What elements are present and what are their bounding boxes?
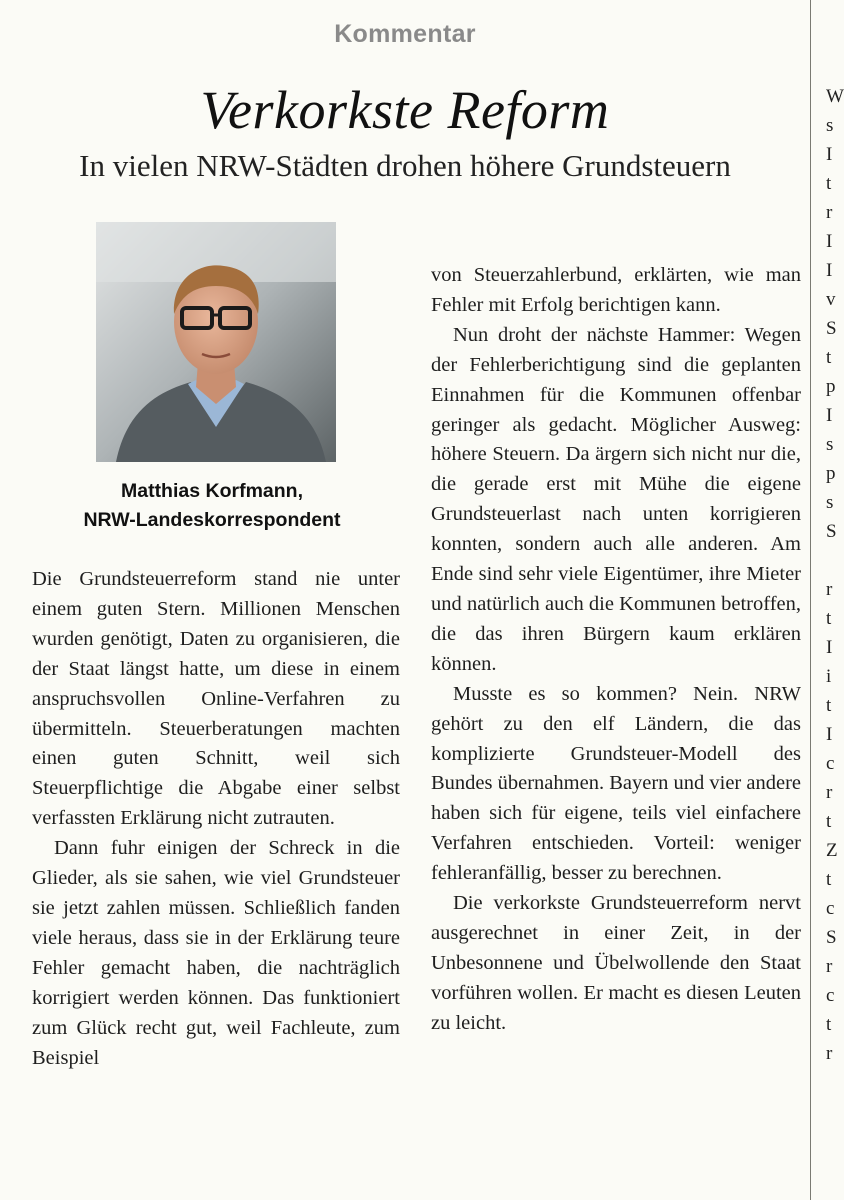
neighbor-letter <box>826 53 838 82</box>
neighbor-letter: I <box>826 724 833 745</box>
neighbor-letter: c <box>826 753 835 774</box>
paragraph-3: Nun droht der nächste Hammer: Wegen der Fehlerberichtigung sind die geplanten Einnahmen für die Kommunen offenbar geringer als gedacht. Möglicher Ausweg: höhere Steuern. Da ärgern sich nicht nur die, die gerade erst mit Mühe die eigene Grundsteuerlast nach unten korrigieren konnten, sondern auch alle anderen. Am Ende sind sehr viele Eigentümer, ihre Mieter und natürlich auch die Kommunen betroffen, die das ihren Bürgern kaum erklären können. <box>431 323 801 675</box>
neighbor-letter: r <box>826 956 833 977</box>
paragraph-2: Dann fuhr einigen der Schreck in die Glieder, als sie sahen, wie viel Grundsteuer sie jetzt zahlen müssen. Schließlich fanden viele heraus, dass sie in der Erklärung teure Fehler gemacht haben, die nachträglich korrigiert werden können. Das funktioniert zum Glück recht gut, weil Fachleute, zum Beispiel <box>32 837 400 1069</box>
neighbor-letter: t <box>826 173 832 194</box>
article-column-right <box>431 261 801 1039</box>
headline: Verkorkste Reform <box>200 80 610 140</box>
neighbor-letter: s <box>826 434 834 455</box>
paragraph-2-continued: von Steuerzahlerbund, erklärten, wie man Fehler mit Erfolg berichtigen kann. <box>431 264 801 316</box>
author-portrait <box>96 222 336 462</box>
author-byline <box>26 477 398 535</box>
neighbor-letter: I <box>826 260 833 281</box>
neighbor-letter: s <box>826 492 834 513</box>
neighbor-letter: t <box>826 811 832 832</box>
neighbor-letter: p <box>826 376 836 397</box>
neighbor-letter: t <box>826 695 832 716</box>
neighbor-letter: S <box>826 521 837 542</box>
neighbor-letter: r <box>826 202 833 223</box>
neighbor-letter: c <box>826 898 835 919</box>
neighbor-letter: S <box>826 318 837 339</box>
neighbor-letter: i <box>826 666 832 687</box>
neighbor-letter: Z <box>826 840 838 861</box>
neighbor-letter: I <box>826 637 833 658</box>
paragraph-4: Musste es so kommen? Nein. NRW gehört zu den elf Ländern, die das komplizierte Grundsteuer-Modell des Bundes übernahmen. Bayern und vier andere haben sich für eigene, teils viel einfachere Verfahren entschieden. Vorteil: weniger fehleranfällig, besser zu berechnen. <box>431 682 802 885</box>
paragraph-5: Die verkorkste Grundsteuerreform nervt ausgerechnet in einer Zeit, in der Unbesonnene und Übelwollende den Staat vorführen wollen. Er macht es diesen Leuten zu leicht. <box>431 892 801 1034</box>
column-divider <box>810 0 811 1200</box>
neighbor-letter: t <box>826 1014 832 1035</box>
author-name: Matthias Korfmann, <box>120 480 303 502</box>
neighbor-column-fragment <box>826 24 844 1068</box>
neighbor-letter: I <box>826 231 833 252</box>
neighbor-letter: S <box>826 927 837 948</box>
neighbor-letter: I <box>826 144 833 165</box>
article-column-left <box>32 565 400 1073</box>
neighbor-letter: t <box>826 608 832 629</box>
neighbor-letter: c <box>826 985 835 1006</box>
paragraph-1: Die Grundsteuerreform stand nie unter einem guten Stern. Millionen Menschen wurden genötigt, Daten zu organisieren, die der Staat längst hatte, um diese in einem anspruchsvollen Online-Verfahren zu übermitteln. Steuerberatungen machten einen guten Schnitt, weil sich Steuerpflichtige die Abgabe einer selbst verfassten Erklärung nicht zutrauten. <box>32 568 400 830</box>
neighbor-letter: s <box>826 115 834 136</box>
neighbor-letter: W <box>826 86 844 107</box>
neighbor-letter: I <box>826 405 833 426</box>
rubric-label: Kommentar <box>334 20 476 48</box>
neighbor-letter: p <box>826 463 836 484</box>
neighbor-letter <box>826 24 838 53</box>
neighbor-letter: t <box>826 347 832 368</box>
neighbor-letter: r <box>826 782 833 803</box>
subheadline: In vielen NRW-Städten drohen höhere Grundsteuern <box>79 148 731 183</box>
neighbor-letter <box>826 546 838 575</box>
neighbor-letter: v <box>826 289 836 310</box>
neighbor-letter: r <box>826 1043 833 1064</box>
neighbor-letter: r <box>826 579 833 600</box>
author-role: NRW-Landeskorrespondent <box>83 509 341 531</box>
neighbor-letter: t <box>826 869 832 890</box>
